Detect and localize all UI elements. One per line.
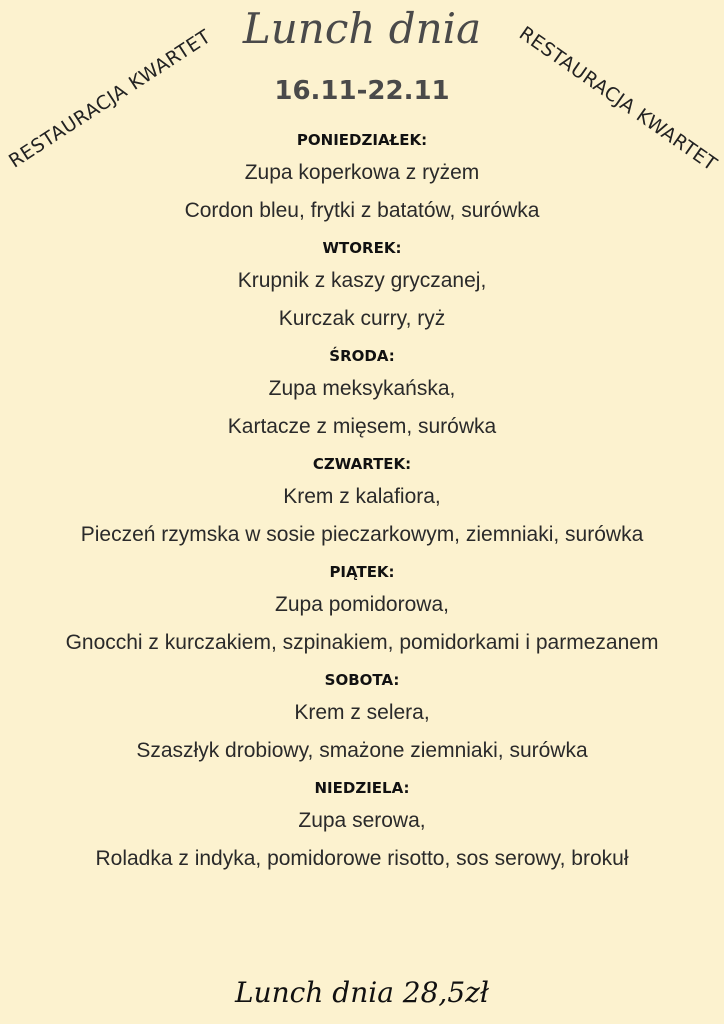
main-course: Gnocchi z kurczakiem, szpinakiem, pomidorkami i parmezanem bbox=[65, 631, 659, 654]
date-range: 16.11-22.11 bbox=[274, 76, 450, 106]
soup: Zupa pomidorowa, bbox=[275, 593, 449, 616]
soup: Zupa serowa, bbox=[298, 809, 426, 832]
day-name: ŚRODA: bbox=[329, 347, 395, 365]
restaurant-name-left: RESTAURACJA KWARTET bbox=[5, 25, 215, 173]
main-course: Szaszłyk drobiowy, smażone ziemniaki, surówka bbox=[136, 739, 588, 762]
day-thursday bbox=[0, 450, 724, 554]
day-name: NIEDZIELA: bbox=[314, 779, 410, 797]
soup: Krem z selera, bbox=[294, 701, 430, 724]
menu-title: Lunch dnia bbox=[242, 4, 482, 53]
soup: Zupa meksykańska, bbox=[268, 377, 456, 400]
soup: Krem z kalafiora, bbox=[283, 485, 441, 508]
main-course: Pieczeń rzymska w sosie pieczarkowym, ziemniaki, surówka bbox=[80, 523, 644, 546]
main-course: Cordon bleu, frytki z batatów, surówka bbox=[184, 199, 540, 222]
main-course: Kurczak curry, ryż bbox=[278, 307, 446, 330]
day-friday bbox=[0, 558, 724, 662]
weekly-menu bbox=[0, 126, 724, 882]
main-course: Roladka z indyka, pomidorowe risotto, sos serowy, brokuł bbox=[95, 847, 629, 870]
day-tuesday bbox=[0, 234, 724, 338]
soup: Zupa koperkowa z ryżem bbox=[244, 161, 480, 184]
soup: Krupnik z kaszy gryczanej, bbox=[237, 269, 487, 292]
day-wednesday bbox=[0, 342, 724, 446]
day-sunday bbox=[0, 774, 724, 878]
day-name: SOBOTA: bbox=[324, 671, 400, 689]
restaurant-name-right: RESTAURACJA KWARTET bbox=[515, 22, 722, 176]
lunch-price: Lunch dnia 28,5zł bbox=[235, 976, 489, 1009]
day-monday bbox=[0, 126, 724, 230]
main-course: Kartacze z mięsem, surówka bbox=[227, 415, 497, 438]
day-name: PONIEDZIAŁEK: bbox=[296, 131, 428, 149]
day-saturday bbox=[0, 666, 724, 770]
day-name: PIĄTEK: bbox=[329, 563, 395, 581]
day-name: CZWARTEK: bbox=[312, 455, 412, 473]
day-name: WTOREK: bbox=[322, 239, 402, 257]
